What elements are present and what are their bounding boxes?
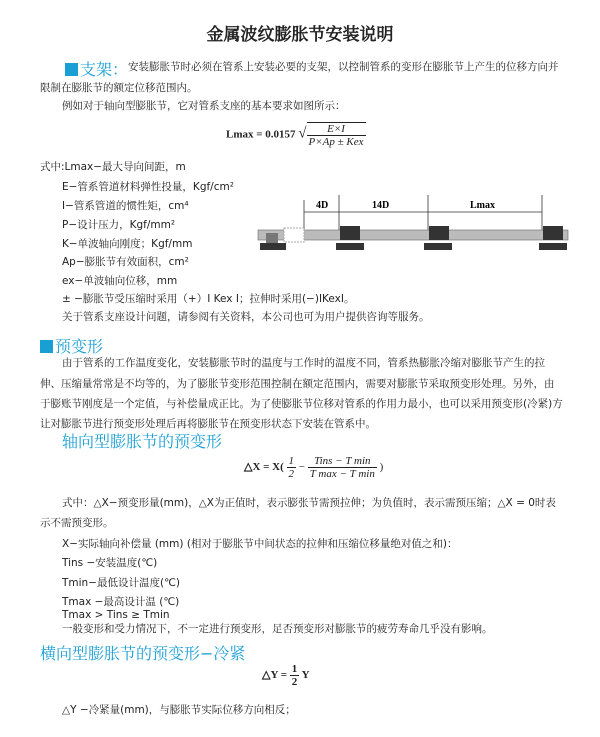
def-item: X−实际轴向补偿量 (mm) (相对于膨胀节中间状态的拉伸和压缩位移量绝对值之和)： — [62, 538, 458, 550]
formula-numerator: 1 — [291, 663, 298, 675]
formula-denominator: T max − T min — [309, 468, 375, 480]
formula-denominator: 2 — [291, 676, 298, 688]
page-title: 金属波纹膨胀节安装说明 — [206, 25, 394, 45]
formula-lhs: △X = X( — [244, 461, 284, 474]
support-intro-1: 安装膨胀节时必须在管系上安装必要的支架，以控制管系的变形在膨胀节上产生的位移方向并 — [128, 61, 559, 73]
dim-label: Lmax — [470, 200, 495, 211]
support-intro-2: 限制在膨胀节的额定位移范围内。 — [40, 82, 198, 94]
support-example: 例如对于轴向型膨胀节，它对管系支座的基本要求如图所示： — [62, 100, 346, 112]
formula-lhs: Lmax = 0.0157 — [226, 128, 296, 141]
formula-lhs: △Y = — [262, 669, 288, 682]
square-bullet-icon — [65, 63, 78, 76]
lateral-formula — [262, 663, 310, 688]
formula-numerator: 1 — [288, 455, 295, 467]
section-heading-axial: 轴向型膨胀节的预变形 — [62, 432, 223, 451]
def-item: Tmin−最低设计温度(℃) — [62, 577, 180, 589]
def-item: ± −膨胀节受压缩时采用（+）I Kex I；拉伸时采用(−)IKexI。 — [62, 293, 355, 305]
def-item: Ap−膨胀节有效面积，cm² — [62, 256, 189, 268]
formula-rhs: Y — [301, 669, 310, 682]
formula-numerator: Tins − T min — [308, 455, 377, 468]
support-where: 式中:Lmax−最大导向间距，m — [40, 161, 186, 173]
section-heading-support — [65, 57, 128, 80]
support-diagram — [248, 190, 578, 265]
formula-rhs: ) — [379, 461, 384, 474]
support-note: 关于管系支座设计问题，请参阅有关资料，本公司也可为用户提供咨询等服务。 — [62, 311, 430, 323]
formula-numerator: E×I — [307, 123, 366, 136]
section-heading-predeform — [40, 334, 103, 357]
heading-text: 预变形 — [55, 337, 104, 356]
axial-where: 式中：△X−预变形量(mm)，△X为正值时，表示膨张节需预拉伸；为负值时，表示需预压缩；△X = 0时表 — [62, 497, 556, 509]
predeform-para: 于膨账节刚度是一个定值，与补偿量成正比。为了使膨胀节位移对管系的作用力最小，也可以采用预变形(冷紧)方 — [40, 398, 563, 410]
def-item-inequality: Tmax > Tins ≥ Tmin — [62, 609, 170, 621]
predeform-para: 让对膨胀节进行预变形处理后再将膨胀节在预变形状态下安装在管系中。 — [40, 418, 376, 430]
dim-label: 14D — [372, 200, 390, 211]
axial-where: 示不需预变形。 — [40, 517, 114, 529]
lateral-def: △Y −冷紧量(mm)，与膨胀节实际位移方向相反； — [62, 704, 296, 716]
axial-note: 一般变形和受力情况下，不一定进行预变形，足否预变形对膨胀节的疲劳寿命几乎没有影响。 — [62, 623, 493, 635]
def-item: Tmax −最高设计温 (℃) — [62, 596, 180, 608]
section-heading-lateral: 横向型膨胀节的预变形−冷紧 — [40, 644, 246, 663]
lmax-formula: Lmax = 0.0157 √ $\frac{E\times I}{\text{P×Ap ± Kex}}$ — [226, 123, 364, 148]
def-item: P−设计压力，Kgf/mm² — [62, 219, 176, 231]
bellows — [284, 228, 304, 242]
formula-denominator: 2 — [288, 468, 295, 480]
predeform-para: 伸、压缩量常常是不均等的，为了膨胀节变形范围控制在额定范围内，需要对膨胀节采取预变形处理。另外，由 — [40, 378, 555, 390]
formula-minus: − — [298, 461, 305, 474]
def-item: E−管系管道材料弹性投量，Kgf/cm² — [62, 181, 234, 193]
axial-formula — [244, 455, 383, 480]
def-item: Tins −安装温度(℃) — [62, 557, 158, 569]
formula-denominator: P×Ap ± Kex — [308, 136, 364, 148]
predeform-para: 由于管系的工作温度变化，安装膨胀节时的温度与工作时的温度不同，管系热膨胀冷缩对膨胀节产生的拉 — [62, 357, 545, 369]
def-item: I−管系管道的惯性矩，cm⁴ — [62, 200, 189, 212]
def-item: K−单波轴向刚度；Kgf/mm — [62, 238, 193, 250]
dim-label: 4D — [316, 200, 329, 211]
def-item: ex−单波轴向位移，mm — [62, 275, 178, 287]
square-bullet-icon — [40, 340, 53, 353]
heading-text: 支架： — [80, 60, 129, 79]
